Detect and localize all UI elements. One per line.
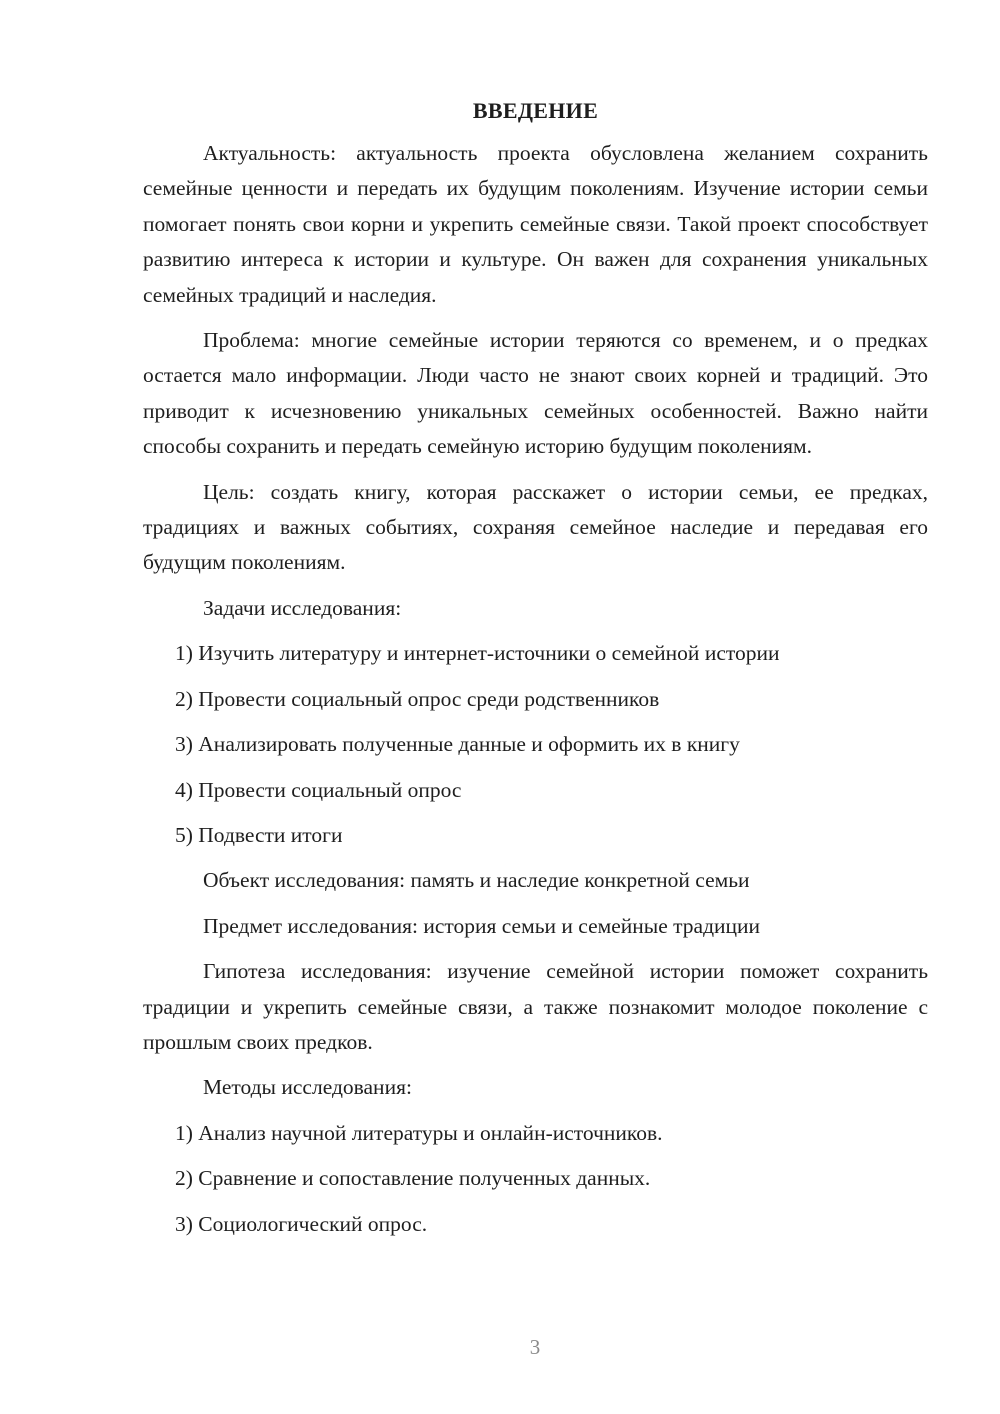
document-page bbox=[143, 96, 928, 1252]
problem-paragraph: Проблема: многие семейные истории теряются со временем, и о предках остается мало информации. Люди часто не знают своих корней и традиций. Это приводит к исчезновению уникальных семейных особенностей. Важно найти способы сохранить и передать семейную историю будущим поколениям. bbox=[143, 328, 928, 459]
methods-list bbox=[143, 1116, 928, 1242]
task-item: 1) Изучить литературу и интернет-источники о семейной истории bbox=[175, 641, 780, 666]
methods-heading: Методы исследования: bbox=[203, 1075, 412, 1100]
task-item: 3) Анализировать полученные данные и оформить их в книгу bbox=[175, 732, 740, 757]
hypothesis-paragraph: Гипотеза исследования: изучение семейной истории поможет сохранить традиции и укрепить семейные связи, а также познакомит молодое поколение с прошлым своих предков. bbox=[143, 959, 928, 1054]
relevance-paragraph: Актуальность: актуальность проекта обусловлена желанием сохранить семейные ценности и передать их будущим поколениям. Изучение истории семьи помогает понять свои корни и укрепить семейные связи. Такой проект способствует развитию интереса к истории и культуре. Он важен для сохранения уникальных семейных традиций и наследия. bbox=[143, 141, 928, 307]
goal-paragraph: Цель: создать книгу, которая расскажет о истории семьи, ее предках, традициях и важных событиях, сохраняя семейное наследие и передавая его будущим поколениям. bbox=[143, 479, 928, 575]
task-item: 5) Подвести итоги bbox=[175, 822, 343, 847]
page-title: ВВЕДЕНИЕ bbox=[472, 98, 599, 123]
tasks-heading: Задачи исследования: bbox=[203, 595, 402, 620]
method-item: 2) Сравнение и сопоставление полученных данных. bbox=[175, 1166, 651, 1191]
method-item: 3) Социологический опрос. bbox=[175, 1211, 428, 1236]
subject-line: Предмет исследования: история семьи и семейные традиции bbox=[203, 913, 761, 938]
task-item: 4) Провести социальный опрос bbox=[175, 777, 462, 802]
page-number: 3 bbox=[529, 1335, 541, 1359]
task-item: 2) Провести социальный опрос среди родственников bbox=[175, 686, 660, 711]
object-line: Объект исследования: память и наследие конкретной семьи bbox=[203, 868, 750, 893]
method-item: 1) Анализ научной литературы и онлайн-источников. bbox=[175, 1120, 663, 1145]
tasks-list bbox=[143, 636, 928, 853]
